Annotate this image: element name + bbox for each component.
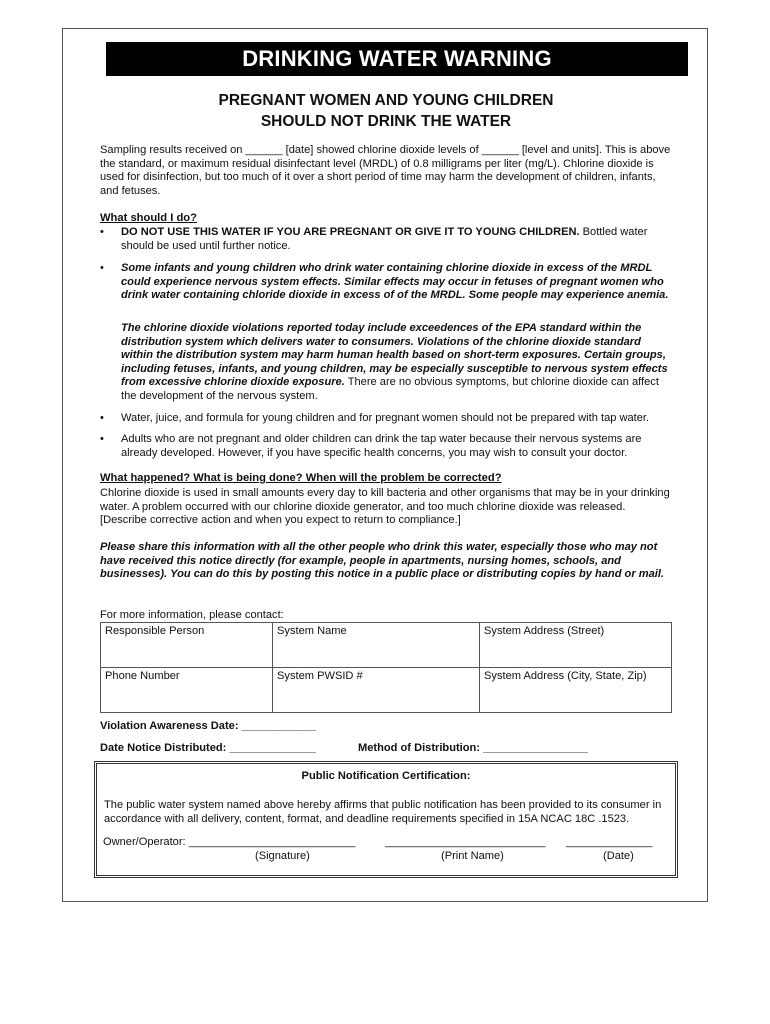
system-address-city-cell: System Address (City, State, Zip) — [480, 668, 672, 713]
bullet-3-text: Water, juice, and formula for young children and for pregnant women should not be prepared with tap water. — [121, 412, 650, 424]
bullet-1-rest: Bottled water should be used until further notice. — [121, 226, 648, 252]
bullet-2-text: Some infants and young children who drink water containing chlorine dioxide in excess of the MRDL could experience nervous system effects. Similar effects may occur in fetuses of pregnant women who drink water containing chloride dioxide in excess of of the MRDL. Some people may experience anemia. — [121, 262, 669, 301]
phone-number-cell: Phone Number — [101, 668, 273, 713]
certification-title: Public Notification Certification: — [301, 770, 471, 782]
bullet-dot-icon: • — [100, 262, 104, 274]
share-paragraph: Please share this information with all the other people who drink this water, especially those who may not have received this notice directly (for example, people in apartments, nursing homes, schools, and businesses). You can do this by posting this notice in a public place or distributing copies by hand or mail. — [100, 541, 665, 580]
bullet-2 — [100, 262, 672, 303]
date-notice-distributed: Date Notice Distributed: ______________ — [100, 742, 316, 754]
table-row — [101, 623, 672, 668]
bullet-1-bold: DO NOT USE THIS WATER IF YOU ARE PREGNANT OR GIVE IT TO YOUNG CHILDREN. — [121, 226, 580, 238]
bullet-dot-icon: • — [100, 433, 104, 445]
system-pwsid-cell: System PWSID # — [273, 668, 480, 713]
bullet-2-para2-bold: The chlorine dioxide violations reported today include exceedences of the EPA standard within the distribution system which delivers water to consumers. Violations of the chlorine dioxide standard within the distribution system may harm human health based on short-term exposures. Certain groups, including fetuses, infants, and young children, may be especially susceptible to nervous system effects from excessive chlorine dioxide exposure. — [121, 322, 668, 388]
warning-banner: DRINKING WATER WARNING — [106, 42, 688, 76]
violation-awareness-date: Violation Awareness Date: ____________ — [100, 720, 316, 732]
subtitle-line-2: SHOULD NOT DRINK THE WATER — [260, 113, 512, 130]
date-caption: (Date) — [603, 850, 634, 862]
date-line: ______________ — [566, 836, 653, 848]
bullet-dot-icon: • — [100, 412, 104, 424]
bullet-dot-icon: • — [100, 226, 104, 238]
certification-text: The public water system named above hereby affirms that public notification has been provided to its consumer in accordance with all delivery, content, format, and deadline requirements specified in 15A NCAC 18C .1523. — [104, 799, 662, 825]
bullet-4 — [100, 433, 672, 460]
bullet-2-paragraph-2 — [100, 322, 672, 403]
bullet-3 — [100, 412, 672, 426]
more-info-label: For more information, please contact: — [100, 609, 284, 621]
owner-operator-signature-line: Owner/Operator: ___________________________ — [103, 836, 356, 848]
what-happened-text: Chlorine dioxide is used in small amounts every day to kill bacteria and other organisms that may be in your drinking water. A problem occurred with our chlorine dioxide generator, and too much chlorine dioxide was released. [Describe corrective action and when you expect to return to compliance.] — [100, 487, 670, 526]
intro-paragraph: Sampling results received on ______ [date] showed chlorine dioxide levels of ______ [level and units]. This is above the standard, or maximum residual disinfectant level (MRDL) of 0.8 milligrams per liter (mg/L). Chlorine dioxide is used for disinfection, but too much of it over a short period of time may harm the development of children, infants, and fetuses. — [100, 144, 671, 197]
print-name-caption: (Print Name) — [441, 850, 504, 862]
certification-box — [94, 761, 678, 878]
what-should-heading: What should I do? — [100, 212, 197, 224]
system-name-cell: System Name — [273, 623, 480, 668]
bullet-2-para2-rest: There are no obvious symptoms, but chlorine dioxide can affect the development of the nervous system. — [121, 376, 659, 402]
responsible-person-cell: Responsible Person — [101, 623, 273, 668]
method-of-distribution: Method of Distribution: _________________ — [358, 742, 588, 754]
contact-table — [100, 622, 672, 713]
print-name-line: __________________________ — [385, 836, 546, 848]
subtitle-line-1: PREGNANT WOMEN AND YOUNG CHILDREN — [218, 92, 554, 109]
signature-caption: (Signature) — [255, 850, 310, 862]
system-address-street-cell: System Address (Street) — [480, 623, 672, 668]
bullet-4-text: Adults who are not pregnant and older children can drink the tap water because their nervous systems are already developed. However, if you have specific health concerns, you may wish to consult your doctor. — [121, 433, 642, 459]
what-happened-heading: What happened? What is being done? When will the problem be corrected? — [100, 472, 502, 484]
bullet-1 — [100, 226, 672, 253]
table-row — [101, 668, 672, 713]
